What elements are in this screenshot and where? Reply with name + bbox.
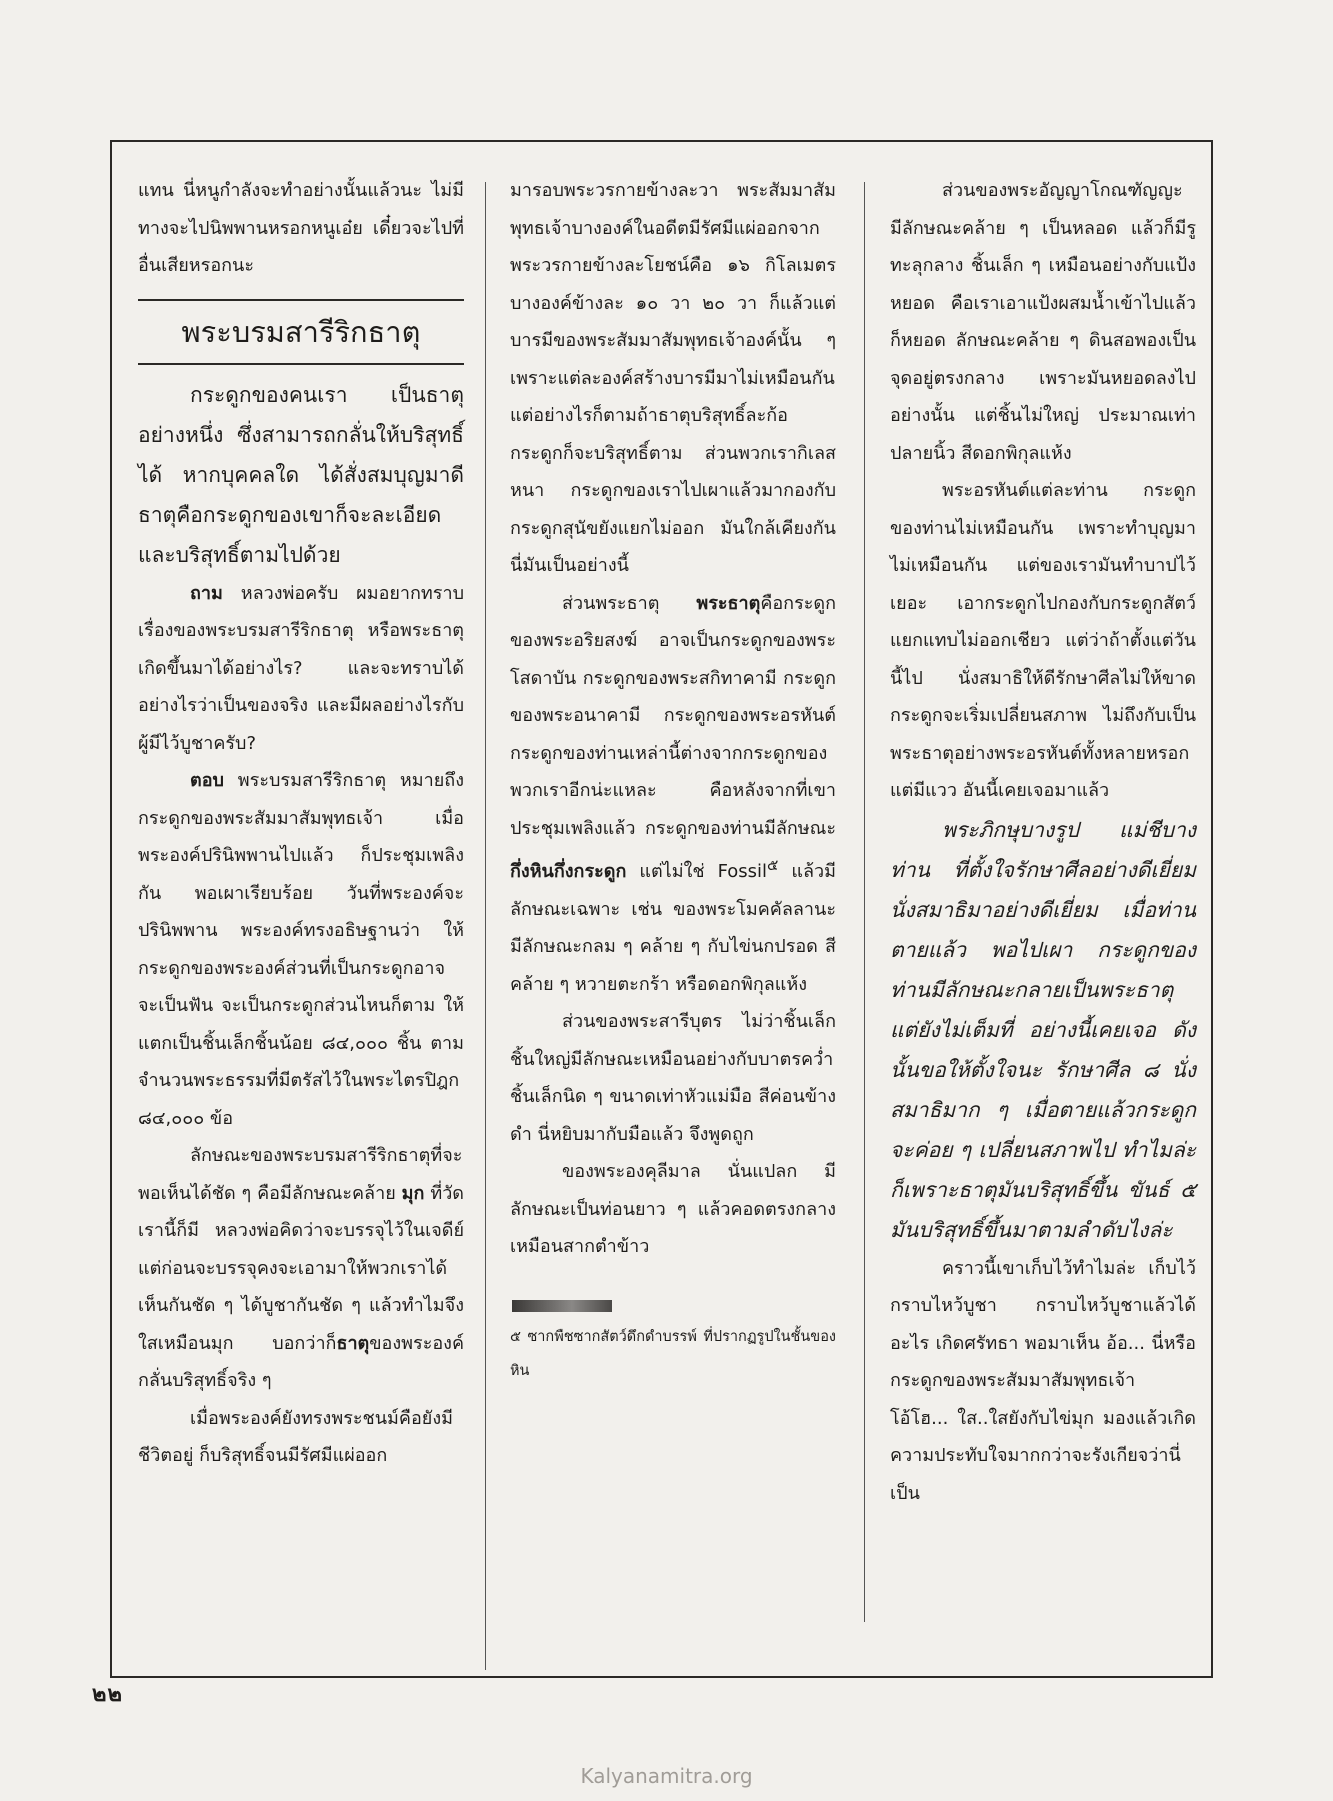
paragraph: ของพระองคุลีมาล นั่นแปลก มีลักษณะเป็นท่อนยาว ๆ แล้วคอดตรงกลาง เหมือนสากตำข้าว: [510, 1161, 836, 1257]
text-span: แล้วมีลักษณะเฉพาะ เช่น ของพระโมคคัลลานะ มีลักษณะกลม ๆ คล้าย ๆ กับไข่นกปรอด สีคล้าย ๆ หวายตะกร้า หรือดอกพิกุลแห้ง: [510, 861, 836, 995]
bold-term: มุก: [401, 1182, 425, 1204]
text-span: ของพระองค์กลั่นบริสุทธิ์จริง ๆ: [138, 1332, 464, 1391]
bold-term: ธาตุ: [336, 1332, 370, 1354]
watermark-link[interactable]: Kalyanamitra.org: [580, 1764, 753, 1788]
page-number: ๒๒: [92, 1682, 124, 1707]
section-heading-block: [138, 299, 464, 365]
text-column-3: [890, 172, 1196, 1512]
footnote-separator: [512, 1300, 612, 1312]
footnote: ๕ ซากพืชซากสัตว์ดึกดำบรรพ์ ที่ปรากฏรูปในชั้นของหิน: [510, 1328, 836, 1379]
text-span: ที่วัดเรานี้ก็มี หลวงพ่อคิดว่าจะบรรจุไว้ในเจดีย์ แต่ก่อนจะบรรจุคงจะเอามาให้พวกเราได้เห็นกันชัด ๆ ได้บูชากันชัด ๆ แล้วทำไมจึงใสเหมือนมุก บอกว่าก็: [138, 1182, 464, 1354]
text-column-1: [138, 172, 464, 1475]
column-divider: [864, 182, 865, 1622]
question-paragraph: [138, 575, 464, 763]
bold-term: พระธาตุ: [696, 592, 761, 614]
paragraph: พระอรหันต์แต่ละท่าน กระดูกของท่านไม่เหมือนกัน เพราะทำบุญมาไม่เหมือนกัน แต่ของเรามันทำบาปไว้เยอะ เอากระดูกไปกองกับกระดูกสัตว์แยกแทบไม่ออกเชียว แต่ว่าถ้าตั้งแต่วันนี้ไป นั่งสมาธิให้ดีรักษาศีลไม่ให้ขาด กระดูกจะเริ่มเปลี่ยนสภาพ ไม่ถึงกับเป็นพระธาตุอย่างพระอรหันต์ทั้งหลายหรอก แต่มีแวว อันนี้เคยเจอมาแล้ว: [890, 480, 1196, 801]
paragraph: [510, 585, 836, 1004]
lead-paragraph: กระดูกของคนเรา เป็นธาตุอย่างหนึ่ง ซึ่งสามารถกลั่นให้บริสุทธิ์ได้ หากบุคคลใด ได้สั่งสมบุญมาดี ธาตุคือกระดูกของเขาก็จะละเอียดและบริสุทธิ์ตามไปด้วย: [138, 382, 464, 567]
text-span: คือกระดูกของพระอริยสงฆ์ อาจเป็นกระดูกของพระโสดาบัน กระดูกของพระสกิทาคามี กระดูกของพระอนาคามี กระดูกของพระอรหันต์ กระดูกของท่านเหล่านี้ต่างจากกระดูกของพวกเราอีกน่ะแหละ คือหลังจากที่เขาประชุมเพลิงแล้ว กระดูกของท่านมีลักษณะ: [510, 592, 836, 839]
footnote-marker: ๕: [767, 856, 779, 874]
divider: [138, 299, 464, 301]
text-span: ลักษณะของพระบรมสารีริกธาตุที่จะพอเห็นได้ชัด ๆ คือมีลักษณะคล้าย: [138, 1145, 463, 1204]
paragraph: คราวนี้เขาเก็บไว้ทำไมล่ะ เก็บไว้กราบไหว้บูชา กราบไหว้บูชาแล้วได้อะไร เกิดศรัทธา พอมาเห็น อ้อ... นี่หรือกระดูกของพระสัมมาสัมพุทธเจ้า โอ้โฮ... ใส..ใสยังกับไข่มุก มองแล้วเกิดความประทับใจมากกว่าจะรังเกียจว่านี่เป็น: [890, 1257, 1196, 1504]
question-text: หลวงพ่อครับ ผมอยากทราบเรื่องของพระบรมสารีริกธาตุ หรือพระธาตุเกิดขึ้นมาได้อย่างไร? และจะทราบได้อย่างไรว่าเป็นของจริง และมีผลอย่างไรกับผู้มีไว้บูชาครับ?: [138, 582, 464, 754]
paragraph: มารอบพระวรกายข้างละวา พระสัมมาสัมพุทธเจ้าบางองค์ในอดีตมีรัศมีแผ่ออกจากพระวรกายข้างละโยชน์คือ ๑๖ กิโลเมตร บางองค์ข้างละ ๑๐ วา ๒๐ วา ก็แล้วแต่บารมีของพระสัมมาสัมพุทธเจ้าองค์นั้น ๆ เพราะแต่ละองค์สร้างบารมีมาไม่เหมือนกัน แต่อย่างไรก็ตามถ้าธาตุบริสุทธิ์ละก้อ กระดูกก็จะบริสุทธิ์ตาม ส่วนพวกเรากิเลสหนา กระดูกของเราไปเผาแล้วมากองกับกระดูกสุนัขยังแยกไม่ออก มันใกล้เคียงกัน นี่มันเป็นอย่างนี้: [510, 180, 836, 576]
divider: [138, 363, 464, 365]
text-span: ส่วนพระธาตุ: [562, 592, 697, 614]
column-divider: [485, 182, 486, 1670]
page-frame: [110, 140, 1213, 1678]
answer-label: ตอบ: [190, 770, 224, 791]
paragraph: ส่วนของพระสารีบุตร ไม่ว่าชิ้นเล็กชิ้นใหญ่มีลักษณะเหมือนอย่างกับบาตรคว่ำชิ้นเล็กนิด ๆ ขนาดเท่าหัวแม่มือ สีค่อนข้างดำ นี่หยิบมากับมือแล้ว จึงพูดถูก: [510, 1011, 836, 1145]
answer-paragraph: [138, 762, 464, 1137]
text-column-2: [510, 172, 836, 1388]
paragraph: ส่วนของพระอัญญาโกณฑัญญะ มีลักษณะคล้าย ๆ เป็นหลอด แล้วก็มีรูทะลุกลาง ชิ้นเล็ก ๆ เหมือนอย่างกับแป้งหยอด คือเราเอาแป้งผสมน้ำเข้าไปแล้วก็หยอด ลักษณะคล้าย ๆ ดินสอพองเป็นจุดอยู่ตรงกลาง เพราะมันหยอดลงไปอย่างนั้น แต่ชิ้นไม่ใหญ่ ประมาณเท่าปลายนิ้ว สีดอกพิกุลแห้ง: [890, 180, 1196, 464]
bold-term: กึ่งหินกึ่งกระดูก: [510, 861, 627, 882]
emphasis-paragraph: พระภิกษุบางรูป แม่ชีบางท่าน ที่ตั้งใจรักษาศีลอย่างดีเยี่ยม นั่งสมาธิมาอย่างดีเยี่ยม เมื่อท่านตายแล้ว พอไปเผา กระดูกของท่านมีลักษณะกลายเป็นพระธาตุ แต่ยังไม่เต็มที่ อย่างนี้เคยเจอ ดังนั้นขอให้ตั้งใจนะ รักษาศีล ๘ นั่งสมาธิมาก ๆ เมื่อตายแล้วกระดูกจะค่อย ๆ เปลี่ยนสภาพไป ทำไมล่ะ ก็เพราะธาตุมันบริสุทธิ์ขึ้น ขันธ์ ๕ มันบริสุทธิ์ขึ้นมาตามลำดับไงล่ะ: [890, 817, 1196, 1242]
answer-text: พระบรมสารีริกธาตุ หมายถึงกระดูกของพระสัมมาสัมพุทธเจ้า เมื่อพระองค์ปรินิพพานไปแล้ว ก็ประชุมเพลิงกัน พอเผาเรียบร้อย วันที่พระองค์จะปรินิพพาน พระองค์ทรงอธิษฐานว่า ให้กระดูกของพระองค์ส่วนที่เป็นกระดูกอาจจะเป็นฟัน จะเป็นกระดูกส่วนไหนก็ตาม ให้แตกเป็นชิ้นเล็กชิ้นน้อย ๘๔,๐๐๐ ชิ้น ตามจำนวนพระธรรมที่มีตรัสไว้ในพระไตรปิฎก ๘๔,๐๐๐ ข้อ: [138, 770, 464, 1129]
text-span: แต่ไม่ใช่ Fossil: [626, 861, 768, 882]
paragraph: [138, 1137, 464, 1400]
section-heading: พระบรมสารีริกธาตุ: [181, 314, 421, 349]
question-label: ถาม: [190, 582, 223, 604]
paragraph: แทน นี่หนูกำลังจะทำอย่างนั้นแล้วนะ ไม่มีทางจะไปนิพพานหรอกหนูเอ๋ย เดี๋ยวจะไปที่อื่นเสียหรอกนะ: [138, 180, 464, 276]
paragraph: เมื่อพระองค์ยังทรงพระชนม์คือยังมีชีวิตอยู่ ก็บริสุทธิ์จนมีรัศมีแผ่ออก: [138, 1407, 453, 1466]
